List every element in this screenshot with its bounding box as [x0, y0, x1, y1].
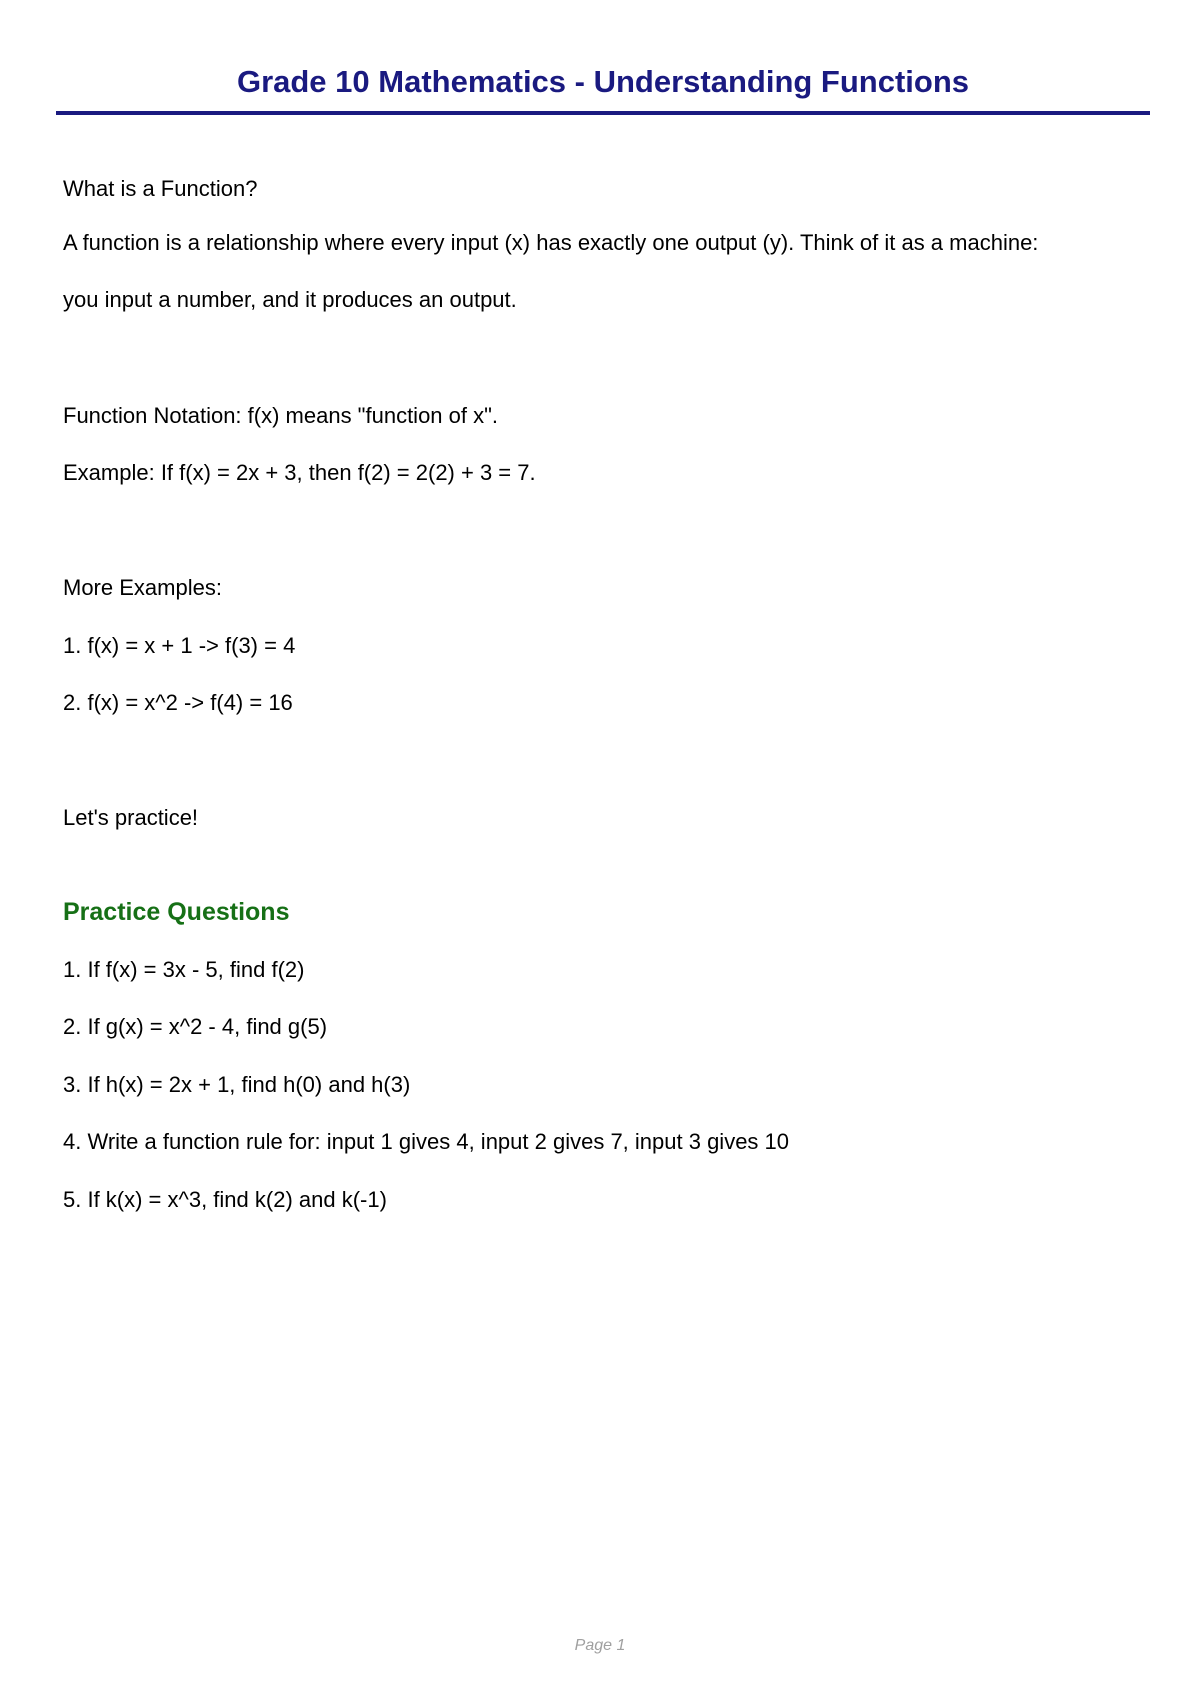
notation-example: Example: If f(x) = 2x + 3, then f(2) = 2(2) + 3 = 7.: [63, 460, 536, 485]
more-examples-heading: More Examples:: [63, 575, 222, 600]
example-item-2: 2. f(x) = x^2 -> f(4) = 16: [63, 690, 293, 715]
intro-heading: What is a Function?: [63, 176, 258, 201]
practice-question-3: 3. If h(x) = 2x + 1, find h(0) and h(3): [63, 1072, 411, 1097]
closing-line: Let's practice!: [63, 805, 199, 830]
example-item-1: 1. f(x) = x + 1 -> f(3) = 4: [63, 633, 296, 658]
page-number-footer: Page 1: [574, 1637, 626, 1654]
practice-question-1: 1. If f(x) = 3x - 5, find f(2): [63, 957, 305, 982]
practice-heading: Practice Questions: [63, 898, 290, 926]
practice-question-2: 2. If g(x) = x^2 - 4, find g(5): [63, 1014, 328, 1039]
intro-paragraph-line-1: A function is a relationship where every input (x) has exactly one output (y). Think of it as a machine:: [63, 230, 1039, 255]
intro-paragraph-line-2: you input a number, and it produces an output.: [63, 287, 517, 312]
practice-question-5: 5. If k(x) = x^3, find k(2) and k(-1): [63, 1187, 387, 1212]
page-title: Grade 10 Mathematics - Understanding Functions: [236, 64, 970, 99]
practice-question-4: 4. Write a function rule for: input 1 gives 4, input 2 gives 7, input 3 gives 10: [63, 1129, 790, 1154]
title-divider: [56, 111, 1150, 115]
notation-definition: Function Notation: f(x) means "function of x".: [63, 403, 499, 428]
